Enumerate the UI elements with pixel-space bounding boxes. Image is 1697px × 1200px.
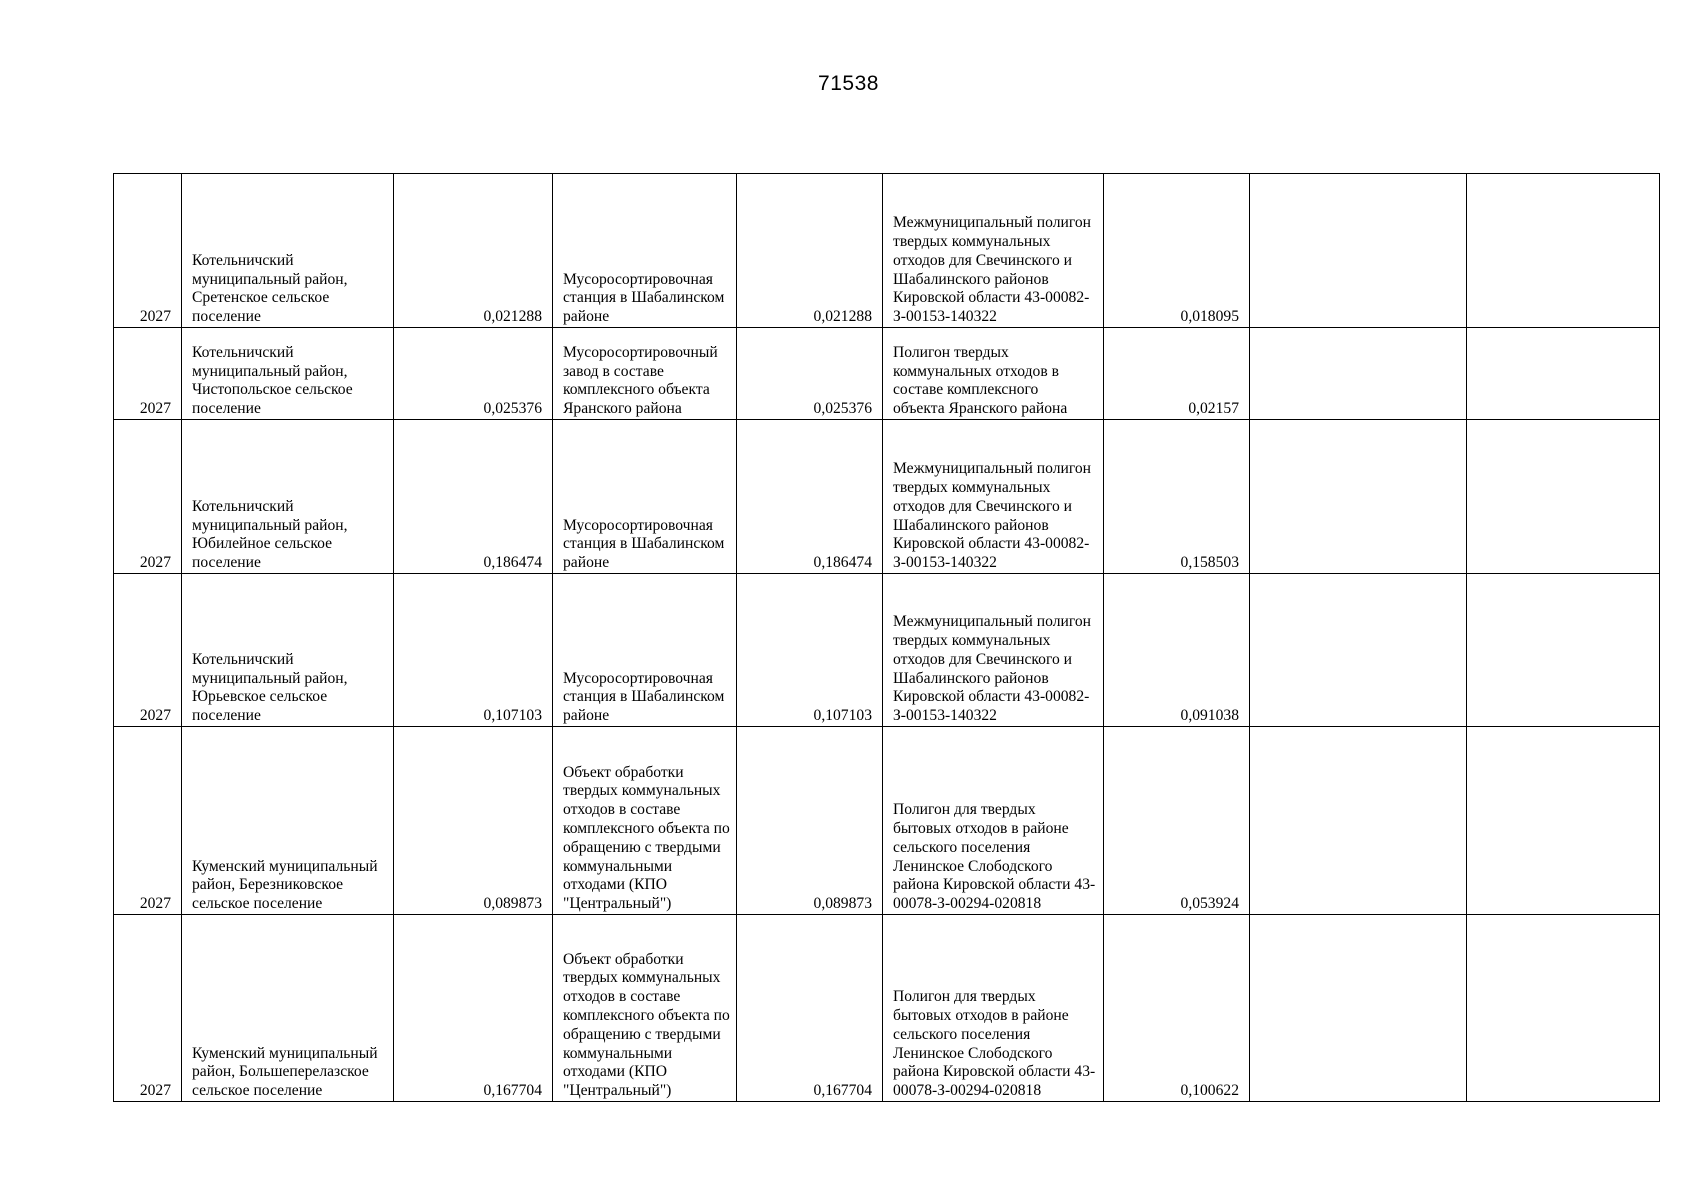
empty-cell	[1250, 915, 1467, 1102]
waste-volume-cell: 0,025376	[394, 328, 553, 420]
processing-object-cell: Мусоросортировочная станция в Шабалинском районе	[553, 420, 737, 574]
year-cell: 2027	[114, 915, 182, 1102]
processing-object-cell: Объект обработки твердых коммунальных отходов в составе комплексного объекта по обращению с твердыми коммунальными отходами (КПО "Центральный")	[553, 915, 737, 1102]
empty-cell	[1250, 420, 1467, 574]
processing-object-cell: Объект обработки твердых коммунальных отходов в составе комплексного объекта по обращению с твердыми коммунальными отходами (КПО "Центральный")	[553, 727, 737, 915]
processing-object-cell: Мусоросортировочный завод в составе комплексного объекта Яранского района	[553, 328, 737, 420]
landfill-cell: Межмуниципальный полигон твердых коммунальных отходов для Свечинского и Шабалинского районов Кировской области 43-00082-З-00153-140322	[883, 174, 1104, 328]
empty-cell	[1467, 328, 1660, 420]
waste-volume-cell: 0,167704	[394, 915, 553, 1102]
municipality-cell: Котельничский муниципальный район, Чистопольское сельское поселение	[182, 328, 394, 420]
waste-volume-cell: 0,186474	[394, 420, 553, 574]
waste-volume-cell: 0,021288	[394, 174, 553, 328]
table-row	[114, 727, 1660, 915]
table-row	[114, 420, 1660, 574]
empty-cell	[1250, 174, 1467, 328]
disposed-volume-cell: 0,158503	[1104, 420, 1250, 574]
processing-object-cell: Мусоросортировочная станция в Шабалинском районе	[553, 574, 737, 727]
landfill-cell: Межмуниципальный полигон твердых коммунальных отходов для Свечинского и Шабалинского районов Кировской области 43-00082-З-00153-140322	[883, 420, 1104, 574]
table-row	[114, 328, 1660, 420]
processed-volume-cell: 0,186474	[737, 420, 883, 574]
processed-volume-cell: 0,107103	[737, 574, 883, 727]
empty-cell	[1250, 727, 1467, 915]
empty-cell	[1250, 328, 1467, 420]
municipality-cell: Котельничский муниципальный район, Юрьевское сельское поселение	[182, 574, 394, 727]
page-number: 71538	[818, 72, 879, 95]
empty-cell	[1250, 574, 1467, 727]
waste-flow-table	[113, 173, 1660, 1102]
waste-volume-cell: 0,107103	[394, 574, 553, 727]
processed-volume-cell: 0,089873	[737, 727, 883, 915]
year-cell: 2027	[114, 174, 182, 328]
year-cell: 2027	[114, 328, 182, 420]
year-cell: 2027	[114, 574, 182, 727]
table-row	[114, 174, 1660, 328]
processed-volume-cell: 0,021288	[737, 174, 883, 328]
disposed-volume-cell: 0,100622	[1104, 915, 1250, 1102]
empty-cell	[1467, 727, 1660, 915]
year-cell: 2027	[114, 420, 182, 574]
disposed-volume-cell: 0,091038	[1104, 574, 1250, 727]
table-row	[114, 574, 1660, 727]
empty-cell	[1467, 915, 1660, 1102]
disposed-volume-cell: 0,02157	[1104, 328, 1250, 420]
processed-volume-cell: 0,167704	[737, 915, 883, 1102]
empty-cell	[1467, 574, 1660, 727]
disposed-volume-cell: 0,053924	[1104, 727, 1250, 915]
municipality-cell: Куменский муниципальный район, Большеперелазское сельское поселение	[182, 915, 394, 1102]
empty-cell	[1467, 174, 1660, 328]
processed-volume-cell: 0,025376	[737, 328, 883, 420]
landfill-cell: Полигон для твердых бытовых отходов в районе сельского поселения Ленинское Слободского района Кировской области 43-00078-З-00294-020818	[883, 727, 1104, 915]
municipality-cell: Куменский муниципальный район, Березниковское сельское поселение	[182, 727, 394, 915]
landfill-cell: Полигон твердых коммунальных отходов в составе комплексного объекта Яранского района	[883, 328, 1104, 420]
municipality-cell: Котельничский муниципальный район, Сретенское сельское поселение	[182, 174, 394, 328]
municipality-cell: Котельничский муниципальный район, Юбилейное сельское поселение	[182, 420, 394, 574]
disposed-volume-cell: 0,018095	[1104, 174, 1250, 328]
landfill-cell: Полигон для твердых бытовых отходов в районе сельского поселения Ленинское Слободского района Кировской области 43-00078-З-00294-020818	[883, 915, 1104, 1102]
processing-object-cell: Мусоросортировочная станция в Шабалинском районе	[553, 174, 737, 328]
landfill-cell: Межмуниципальный полигон твердых коммунальных отходов для Свечинского и Шабалинского районов Кировской области 43-00082-З-00153-140322	[883, 574, 1104, 727]
empty-cell	[1467, 420, 1660, 574]
table-row	[114, 915, 1660, 1102]
year-cell: 2027	[114, 727, 182, 915]
waste-volume-cell: 0,089873	[394, 727, 553, 915]
